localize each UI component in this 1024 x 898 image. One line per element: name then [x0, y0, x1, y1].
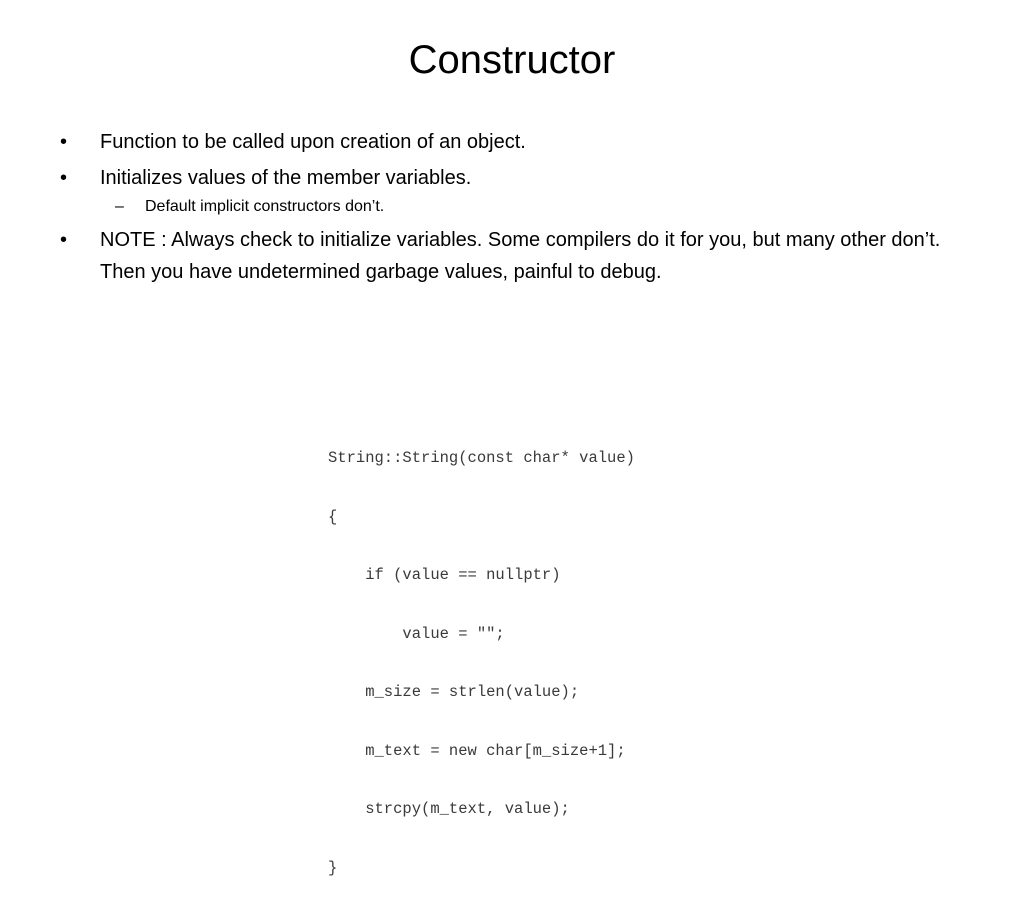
- sub-bullet-marker: –: [115, 198, 124, 215]
- bullet-marker: •: [60, 229, 68, 251]
- code-line: m_size = strlen(value);: [328, 683, 580, 701]
- bullet-marker: •: [60, 131, 68, 153]
- sub-bullet-item: [60, 196, 980, 218]
- bullet-marker: •: [60, 167, 68, 189]
- bullet-text: NOTE : Always check to initialize variables. Some compilers do it for you, but many other don’t. Then you have undetermined garbage values, painful to debug.: [100, 229, 941, 283]
- code-line: if (value == nullptr): [328, 566, 561, 584]
- sub-bullet-text: Default implicit constructors don’t.: [145, 198, 385, 215]
- bullet-text: Initializes values of the member variables.: [100, 167, 472, 189]
- code-line: String::String(const char* value): [328, 449, 635, 467]
- bullet-item: [60, 126, 980, 158]
- slide-title: Constructor: [408, 38, 616, 82]
- code-snippet: [328, 410, 635, 898]
- bullet-list: [60, 126, 980, 292]
- code-line: m_text = new char[m_size+1];: [328, 741, 626, 760]
- code-line: {: [328, 507, 338, 526]
- bullet-item: [60, 224, 980, 288]
- bullet-item: [60, 162, 980, 194]
- bullet-text: Function to be called upon creation of an object.: [100, 131, 526, 153]
- code-line: }: [328, 858, 338, 877]
- code-line: strcpy(m_text, value);: [328, 800, 570, 818]
- code-line: value = "";: [328, 624, 505, 643]
